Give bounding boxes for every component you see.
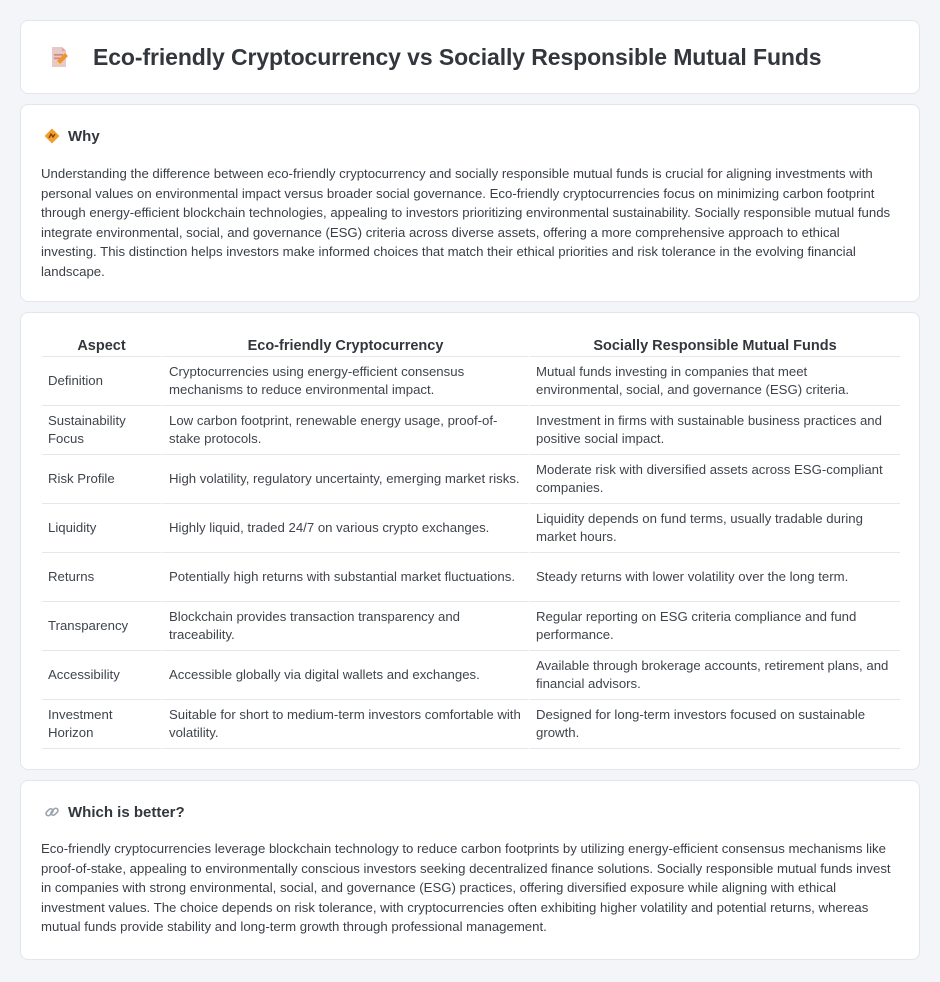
aspect-cell: Liquidity — [42, 504, 161, 553]
which-is-better-section — [20, 780, 920, 960]
better-heading-row — [43, 803, 899, 821]
aspect-cell: Sustainability Focus — [42, 406, 161, 455]
better-text: Eco-friendly cryptocurrencies leverage blockchain technology to reduce carbon footprints by utilizing energy-efficient consensus mechanisms like proof-of-stake, appealing to environmentally conscious investors seeking decentralized finance solutions. Socially responsible mutual funds invest in companies with strong environmental, social, and governance (ESG) practices, offering diversified exposure while aligning with ethical investment values. The choice depends on risk tolerance, with cryptocurrencies often exhibiting higher volatility and potential returns, whereas mutual funds provide stability and long-term growth through professional management. — [41, 841, 891, 934]
fund-cell: Designed for long-term investors focused on sustainable growth. — [528, 700, 900, 749]
table-row — [42, 602, 900, 651]
crypto-cell: Blockchain provides transaction transparency and traceability. — [161, 602, 528, 651]
diamond-sign-icon — [43, 127, 61, 145]
column-header: Aspect — [42, 333, 161, 357]
comparison-table — [42, 333, 900, 749]
aspect-cell: Risk Profile — [42, 455, 161, 504]
why-heading-row — [43, 127, 899, 145]
table-row — [42, 553, 900, 602]
crypto-cell: Potentially high returns with substantial market fluctuations. — [161, 553, 528, 602]
aspect-cell: Returns — [42, 553, 161, 602]
fund-cell: Available through brokerage accounts, retirement plans, and financial advisors. — [528, 651, 900, 700]
aspect-cell: Investment Horizon — [42, 700, 161, 749]
header-card — [20, 20, 920, 94]
fund-cell: Liquidity depends on fund terms, usually tradable during market hours. — [528, 504, 900, 553]
table-header-row — [42, 333, 900, 357]
crypto-cell: Highly liquid, traded 24/7 on various crypto exchanges. — [161, 504, 528, 553]
table-row — [42, 651, 900, 700]
fund-cell: Moderate risk with diversified assets across ESG-compliant companies. — [528, 455, 900, 504]
table-row — [42, 700, 900, 749]
aspect-cell: Definition — [42, 357, 161, 406]
crypto-cell: Cryptocurrencies using energy-efficient consensus mechanisms to reduce environmental impact. — [161, 357, 528, 406]
why-text: Understanding the difference between eco-friendly cryptocurrency and socially responsible mutual funds is crucial for aligning investments with personal values on environmental impact versus broader social governance. Eco-friendly cryptocurrencies focus on minimizing carbon footprint through energy-efficient blockchain technologies, appealing to investors prioritizing environmental sustainability. Socially responsible mutual funds integrate environmental, social, and governance (ESG) criteria across diverse assets, offering a more comprehensive approach to ethical investing. This distinction helps investors make informed choices that match their ethical priorities and risk tolerance in the evolving financial landscape. — [41, 166, 891, 279]
aspect-cell: Accessibility — [42, 651, 161, 700]
comparison-table-card — [20, 312, 920, 770]
crypto-cell: Low carbon footprint, renewable energy usage, proof-of-stake protocols. — [161, 406, 528, 455]
fund-cell: Regular reporting on ESG criteria compliance and fund performance. — [528, 602, 900, 651]
fund-cell: Investment in firms with sustainable business practices and positive social impact. — [528, 406, 900, 455]
crypto-cell: Suitable for short to medium-term investors comfortable with volatility. — [161, 700, 528, 749]
why-heading: Why — [68, 127, 100, 145]
table-row — [42, 357, 900, 406]
page-title: Eco-friendly Cryptocurrency vs Socially Responsible Mutual Funds — [93, 43, 822, 70]
table-row — [42, 406, 900, 455]
column-header: Eco-friendly Cryptocurrency — [161, 333, 528, 357]
table-row — [42, 504, 900, 553]
column-header: Socially Responsible Mutual Funds — [528, 333, 900, 357]
aspect-cell: Transparency — [42, 602, 161, 651]
document-edit-icon — [45, 43, 73, 71]
table-row — [42, 455, 900, 504]
fund-cell: Mutual funds investing in companies that meet environmental, social, and governance (ESG) criteria. — [528, 357, 900, 406]
better-heading: Which is better? — [68, 803, 185, 821]
crypto-cell: Accessible globally via digital wallets and exchanges. — [161, 651, 528, 700]
crypto-cell: High volatility, regulatory uncertainty, emerging market risks. — [161, 455, 528, 504]
link-icon — [43, 803, 61, 821]
fund-cell: Steady returns with lower volatility over the long term. — [528, 553, 900, 602]
why-section — [20, 104, 920, 302]
